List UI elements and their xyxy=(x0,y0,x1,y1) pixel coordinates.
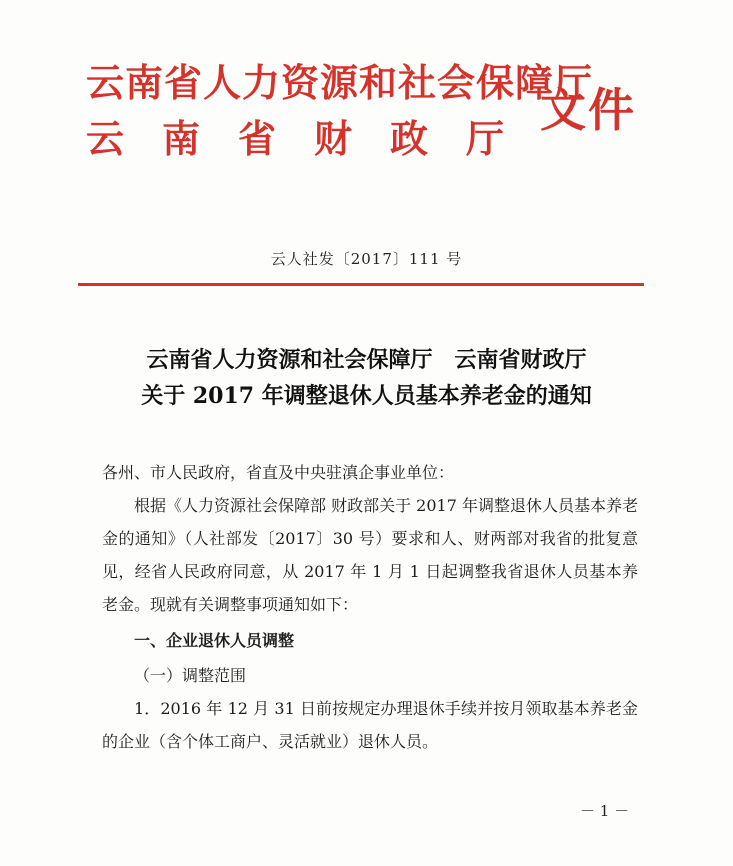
document-body xyxy=(102,456,638,758)
document-number: 云人社发〔2017〕111 号 xyxy=(270,250,463,268)
red-divider-line xyxy=(78,283,644,286)
paragraph-scope-item-1: 1．2016 年 12 月 31 日前按规定办理退休手续并按月领取基本养老金的企业（含个体工商户、灵活就业）退休人员。 xyxy=(102,699,638,751)
document-label: 文件 xyxy=(540,83,636,137)
document-title xyxy=(0,342,733,414)
paragraph-intro: 根据《人力资源社会保障部 财政部关于 2017 年调整退休人员基本养老金的通知》（人社部发〔2017〕30 号）要求和人、财两部对我省的批复意见，经省人民政府同意，从 2017 年 1 月 1 日起调整我省退休人员基本养老金。现就有关调整事项通知如下： xyxy=(102,496,638,614)
title-line-1: 云南省人力资源和社会保障厅 云南省财政厅 xyxy=(146,347,587,373)
page-number: － 1 － xyxy=(580,802,630,820)
section-heading: 一、企业退休人员调整 xyxy=(134,631,295,650)
subsection-heading: （一）调整范围 xyxy=(134,666,247,685)
issuer-hrss: 云南省人力资源和社会保障厅 xyxy=(86,60,594,105)
salutation: 各州、市人民政府，省直及中央驻滇企事业单位： xyxy=(102,463,455,482)
title-line-2: 关于 2017 年调整退休人员基本养老金的通知 xyxy=(141,383,592,409)
issuer-finance: 云南省财政厅 xyxy=(86,116,543,161)
